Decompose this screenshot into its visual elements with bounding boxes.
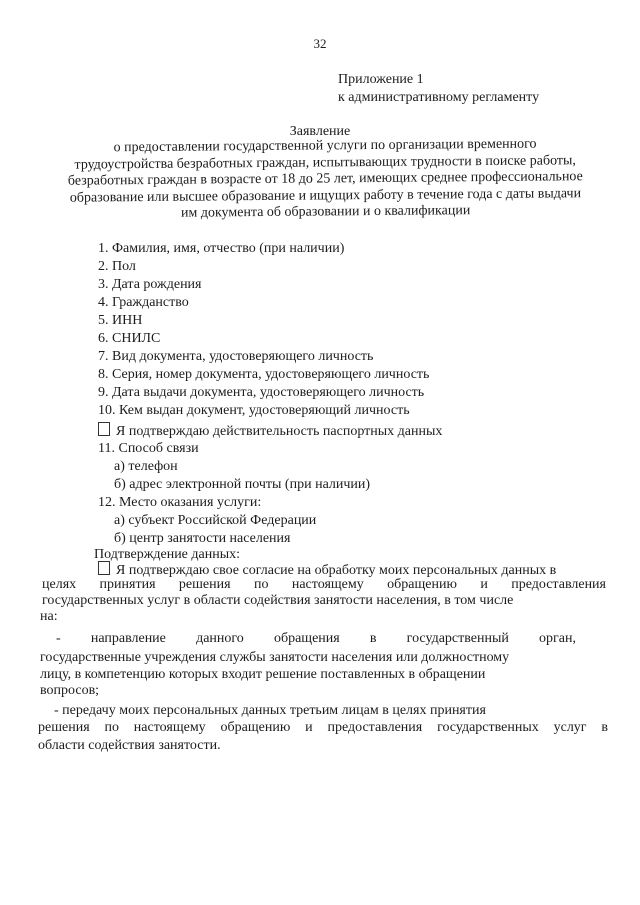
subtitle-line: им документа об образовании и о квалификации <box>180 203 471 221</box>
consent-text: - передачу моих персональных данных третьим лицам в целях принятия <box>54 703 486 718</box>
consent-text: на: <box>40 609 58 624</box>
subtitle-line: образование или высшее образование и ищущих работу в течение года с даты выдачи <box>69 185 582 206</box>
field-citizenship: 4. Гражданство <box>98 295 189 310</box>
document-subtitle <box>30 136 621 224</box>
consent-checkbox[interactable] <box>98 561 110 575</box>
consent-line <box>42 577 606 593</box>
document-title: Заявление <box>289 124 351 139</box>
service-place-option-region: а) субъект Российской Федерации <box>114 513 317 528</box>
field-gender: 2. Пол <box>98 259 136 274</box>
field-document-issuer: 10. Кем выдан документ, удостоверяющий личность <box>98 403 410 418</box>
contact-option-email: б) адрес электронной почты (при наличии) <box>114 477 371 492</box>
consent-line <box>56 631 576 647</box>
passport-confirm-checkbox[interactable] <box>98 422 110 436</box>
data-confirmation-heading: Подтверждение данных: <box>94 547 241 562</box>
field-inn: 5. ИНН <box>98 313 143 328</box>
consent-text: государственных услуг в области содействия занятости населения, в том числе <box>42 593 514 608</box>
contact-method-label: 11. Способ связи <box>98 441 199 456</box>
consent-text: области содействия занятости. <box>38 738 221 753</box>
consent-text: - направление данного обращения в государственный орган, <box>56 631 576 646</box>
consent-text: Я подтверждаю свое согласие на обработку моих персональных данных в <box>116 563 557 578</box>
page-number: 32 <box>313 36 327 51</box>
appendix-line-1: Приложение 1 <box>338 72 424 87</box>
service-place-label: 12. Место оказания услуги: <box>98 495 262 510</box>
field-document-type: 7. Вид документа, удостоверяющего личность <box>98 349 374 364</box>
field-document-number: 8. Серия, номер документа, удостоверяющего личность <box>98 367 430 382</box>
subtitle-line: о предоставлении государственной услуги по организации временного <box>113 136 537 156</box>
passport-confirm-row <box>98 422 442 441</box>
field-snils: 6. СНИЛС <box>98 331 161 346</box>
field-document-issue-date: 9. Дата выдачи документа, удостоверяющего личность <box>98 385 425 400</box>
service-place-option-center: б) центр занятости населения <box>114 531 291 546</box>
appendix-header <box>338 71 539 107</box>
consent-line-1 <box>98 561 606 579</box>
subtitle-line: безработных граждан в возрасте от 18 до 25 лет, имеющих среднее профессиональное <box>67 169 583 189</box>
consent-text: лицу, в компетенцию которых входит решение поставленных в обращении <box>40 667 486 682</box>
consent-text: государственные учреждения службы занятости населения или должностному <box>40 650 510 665</box>
consent-text: целях принятия решения по настоящему обращению и предоставления <box>42 577 606 592</box>
consent-line <box>38 720 608 736</box>
passport-confirm-label: Я подтверждаю действительность паспортных данных <box>116 424 443 439</box>
subtitle-line: трудоустройства безработных граждан, испытывающих трудности в поиске работы, <box>74 152 576 173</box>
field-birth-date: 3. Дата рождения <box>98 277 202 292</box>
appendix-line-2: к административному регламенту <box>338 90 540 105</box>
field-full-name: 1. Фамилия, имя, отчество (при наличии) <box>98 241 345 256</box>
consent-text: решения по настоящему обращению и предоставления государственных услуг в <box>38 720 608 735</box>
contact-option-phone: а) телефон <box>114 459 178 474</box>
consent-text: вопросов; <box>40 683 100 698</box>
